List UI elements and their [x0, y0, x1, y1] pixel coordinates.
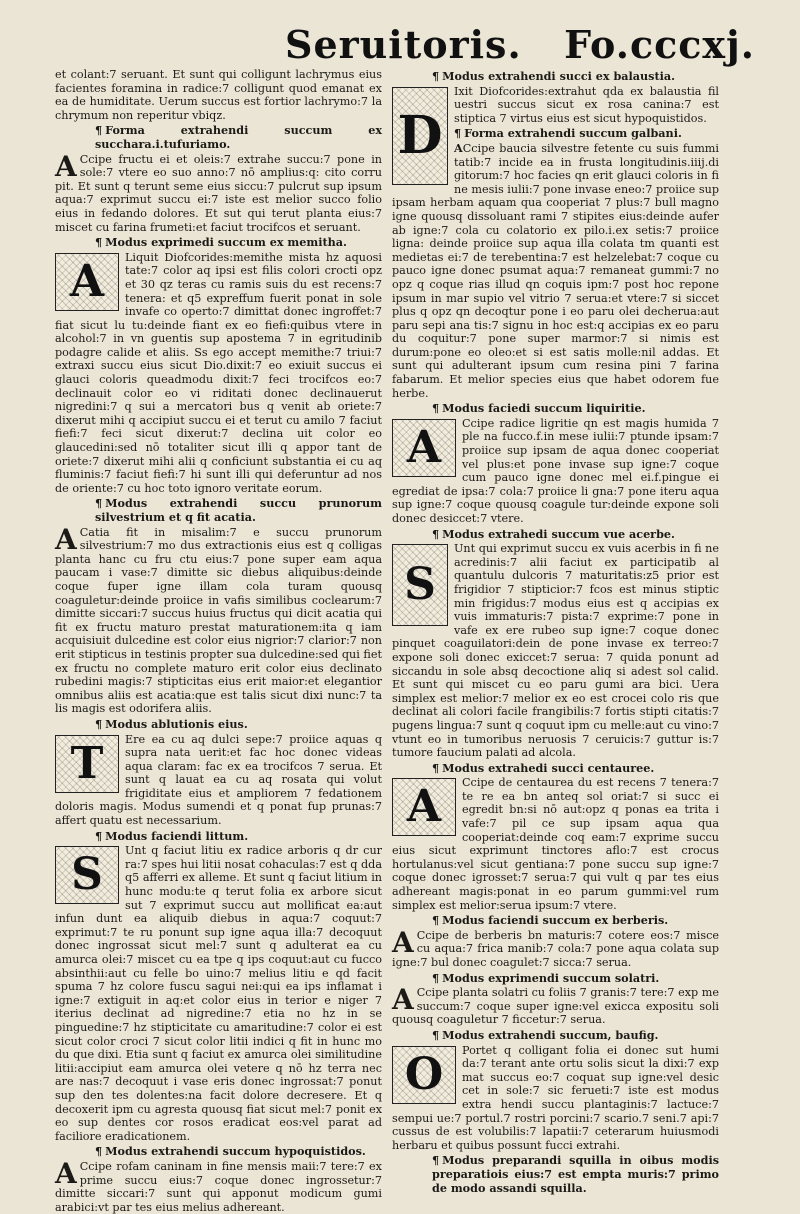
pilcrow-icon: ¶: [432, 760, 440, 775]
section-paragraph: A Ccipe de berberis bn maturis:7 cotere eos:7 misce cu aqua:7 frica manib:7 cola:7 pone aqua colata sup igne:7 bul donec coagulet:7 sicca:7 serua.: [392, 925, 719, 969]
section-heading: ¶ Modus faciendi littum.: [95, 828, 249, 843]
running-head: [55, 22, 760, 72]
section-paragraph: D Ixit Diofcorides:extrahut qda ex balaustia fil uestri succus sicut ex rosa canina:7 est stiptica 7 virtus eius est sicut hypoquistidos.: [392, 85, 719, 126]
lombard-initial: A: [55, 149, 77, 183]
section-paragraph: T Ere ea cu aq dulci sepe:7 proiice aquas q supra nata uerit:et fac hoc donec videas aqua claram: fac ex ea trocifcos 7 serua. Et sunt q lauat ea cu aq rosata qui volut frigiditate eius et ampliorem 7 fedationem doloris magis. Modus sumendi et q ponat fup prunas:7 affert quatu est necessarium.: [55, 732, 382, 828]
section-heading: ¶ Modus extrahendi succi ex balaustia.: [432, 69, 676, 83]
section-heading: ¶ Modus ablutionis eius.: [95, 716, 248, 731]
section-heading: ¶ Forma extrahendi succum galbani.: [454, 126, 682, 141]
lombard-initial: A: [55, 522, 77, 556]
section-heading: ¶ Modus extrahedi succum vue acerbe.: [432, 526, 675, 541]
pilcrow-icon: ¶: [95, 828, 103, 843]
section-heading: ¶ Modus faciedi succum liquiritie.: [432, 401, 646, 416]
section-heading: ¶ Modus preparandi squilla in oibus modis preparatiois eius:7 est empta muris:7 primo de modo assandi squilla.: [432, 1153, 719, 1195]
pilcrow-icon: ¶: [432, 913, 440, 928]
section-heading: ¶ Modus extrahendi succum, baufig.: [432, 1027, 659, 1042]
pilcrow-icon: ¶: [432, 401, 440, 416]
decorated-initial: T: [55, 735, 119, 793]
pilcrow-icon: ¶: [432, 526, 440, 541]
section-paragraph: A Ccipe radice ligritie qn est magis humida 7 ple na fucco.f.in mese iulii:7 ptunde ipsam:7 proiice sup ipsam de aqua donec cooperiat vel plus:et pone invase sup igne:7 coque cum pauco igne donec mel ei.f.pingue ei egrediat de ipsa:7 cola:7 proiice li gna:7 pone iteru aqua sup igne:7 coque quousq coagule tur:deinde expone soli donec desiccet:7 vtere.: [392, 416, 719, 525]
decorated-initial: A: [392, 419, 456, 477]
section-paragraph: O Portet q colligant folia ei donec sut humi da:7 terant ante ortu solis sicut la dixi:7 exp mat succus eo:7 coquat sup igne:vel desic cet in sole:7 sic ferueti:7 iste est modus extra hendi succu plantaginis:7 lactuce:7 sempui ue:7 portul.7 rostri porcini:7 scario.7 seni.7 api:7 cussus de est volubilis:7 lapatii:7 ceterarum huiusmodi herbaru et quibus possunt fucci extrahi.: [392, 1043, 719, 1152]
section-heading: ¶ Modus extrahendi succum hypoquistidos.: [95, 1144, 366, 1159]
decorated-initial-spacer: A: [454, 140, 463, 155]
pilcrow-icon: ¶: [95, 123, 103, 138]
section-paragraph: A Liquit Diofcorides:memithe mista hz aquosi tate:7 color aq ipsi est filis colori crocti opz et 30 qz teras cu ramis suis du est recens:7 tenera: et q5 expreffum fuerit ponat in sole invafe co operto:7 dimittat donec ingroffet:7 fiat sicut lu tu:deinde fiant ex eo fiefi:quibus vtere in alcohol:7 in vn guentis sup apostema 7 in egritudinib podagre calide et aliis. Ss ego accept memithe:7 triui:7 extraxi succu eius sicut Dio.dixit:7 eo exiuit succus ei glauci coloris queadmodu dixit:7 feci trocifcos eo:7 declinauit color eo vi riditati donec declinauerut nigredini:7 q sui a mercatori bus q venit ab oriete:7 dixerut mihi q accipiut succu ei et terut cu amilo 7 faciut fiefi:7 feci sicut dixerut:7 declina uit color eo glaucedini:sed nō totaliter sicut illi q appor tant de oriete:7 dixerut mihi alii q conficiunt substantia ei cu aq fluminis:7 faciut fiefi:7 hi sunt illi qui deferuntur ad nos de oriente:7 cu hoc toto ignoro veritate eorum.: [55, 250, 382, 495]
decorated-initial: D: [392, 87, 448, 185]
decorated-initial: A: [55, 253, 119, 311]
right-column: [392, 68, 719, 1195]
pilcrow-icon: ¶: [95, 1144, 103, 1159]
pilcrow-icon: ¶: [432, 970, 440, 985]
lombard-initial: A: [392, 983, 414, 1017]
left-column: [55, 68, 382, 1214]
section-heading: ¶ Modus extrahedi succi centauree.: [432, 760, 655, 775]
pilcrow-icon: ¶: [95, 716, 103, 731]
section-paragraph: S Unt qui exprimut succu ex vuis acerbis in fi ne acredinis:7 alii faciut ex participatib al quantulu dulcoris 7 maturitatis:z5 prior est frigidior 7 stipticior:7 fcos est minus stiptic min frigidus:7 modus eius est q accipias ex vuis immaturis:7 pista:7 exprime:7 pone in vafe ex ere rubeo sup igne:7 coque donec pinquet coaguilatori:dein de pone invase ex terreo:7 expone soli donec exiccet:7 serua: 7 quida ponunt ad siccandu in sole absq decoctione aliq si adest sol calid. Et sunt qui miscet cu eo paru gumi ara bici. Uera simplex est melior:7 melior ex eo est crocei colo ris que declinat ali colori facile frangibilis:7 fortis stipti citatis:7 pugens lingua:7 sunt q coquut ipm cu melle:aut cu vino:7 vtunt eo in tumoribus neruosis 7 ceruicis:7 guttur is:7 tumore faucium palati ad alcola.: [392, 542, 719, 760]
opening-paragraph: et colant:7 seruant. Et sunt qui colligunt lachrymus eius facientes foramina in radice:7 colligunt quod emanat ex ea de humiditate. Uerum succus est fortior lachrymo:7 la chrymum non reperitur vbiqz.: [55, 68, 382, 122]
running-title: Seruitoris.: [285, 22, 522, 67]
section-heading: ¶ Modus exprimedi succum ex memitha.: [95, 235, 347, 250]
pilcrow-icon: ¶: [454, 126, 462, 141]
folio-number: Fo.cccxj.: [564, 22, 755, 67]
section-paragraph: A Ccipe rofam caninam in fine mensis maii:7 tere:7 ex prime succu eius:7 coque donec ingrossetur:7 dimitte siccari:7 sunt qui apponut modicum gumi arabici:vt par tes eius melius adhereant.: [55, 1156, 382, 1214]
section-paragraph: A Ccipe de centaurea du est recens 7 tenera:7 te re ea bn anteq sol oriat:7 si succ ei egredit bn:si nō aut:opz q ponas ea trita i vafe:7 pil ce sup ipsam aqua qua cooperiat:deinde coq eam:7 exprime succu eius sicut exprimunt tinctores aflo:7 est crocus hortulanus:vel sicut gentiana:7 pone succu sup igne:7 coque donec igrosset:7 serua:7 qui vult q par tes eius adhereant magis:ponat in eo parum gummi:vel rum simplex est melior:serua ipsum:7 vtere.: [392, 776, 719, 912]
section-paragraph: A Catia fit in misalim:7 e succu prunorum silvestrium:7 mo dus extractionis eius est q colligas planta hanc cu fru ctu eius:7 pone super eam aqua paucam i vase:7 dimitte sic diebus aliquibus:deinde coque fuper igne illam cola turam quousq coaguletur:deinde proiice in vafis similibus coclearum:7 dimitte siccari:7 succus huius fructus qui dicit acatia qui fit ex fructu maturo prestat maturationem:ita q iam acquisiuit dulcedine est color eius nigrior:7 clarior:7 non erit stipticus in testinis propter sua dulcedine:sed qui fiet ex fructu no complete maturo erit color eius declinato rubedini magis:7 stipticitas eius erit maior:et elegantior omnibus aliis est acatia:que est talis sicut dixi nunc:7 ta lis magis est odorifera aliis.: [55, 522, 382, 716]
decorated-initial: A: [392, 778, 456, 836]
decorated-initial: S: [392, 544, 448, 626]
decorated-initial: O: [392, 1046, 456, 1104]
pilcrow-icon: ¶: [95, 496, 103, 511]
section-heading: ¶ Modus extrahendi succu prunorum silvestrium et q fit acatia.: [95, 496, 382, 524]
section-paragraph: A Ccipe fructu ei et oleis:7 extrahe succu:7 pone in sole:7 vtere eo suo anno:7 nō amplius:q: cito corru pit. Et sunt q terunt seme eius siccu:7 pulcrut sup ipsum aqua:7 exprimut succu ei:7 iste est melior succo folio eius in fedando dolores. Et sut qui terut planta eius:7 miscet cu farina frumeti:et faciut trocifcos et seruant.: [55, 149, 382, 234]
section-heading: ¶ Forma extrahendi succum ex succhara.i.tufuriamo.: [95, 123, 382, 151]
pilcrow-icon: ¶: [432, 1153, 440, 1168]
lombard-initial: A: [55, 1156, 77, 1190]
pilcrow-icon: ¶: [432, 1027, 440, 1042]
lombard-initial: A: [392, 925, 414, 959]
section-paragraph: S Unt q faciut litiu ex radice arboris q dr cur ra:7 spes hui litii nosat cohaculas:7 est q dda q5 afferri ex alleme. Et sunt q faciut litium in hunc modu:te q terut folia ex arbore sicut sut 7 exprimut succu aut mollificat ea:aut infun dunt ea aliquib diebus in aqua:7 coquut:7 exprimut:7 te ru ponunt sup igne aqua illa:7 decoquut donec ingrossat sicut mel:7 sunt q adulterat ea cu amurca olei:7 miscet cu ea tpe q ips coquut:aut cu fucco absinthii:aut cu felle bo uino:7 melius litiu e qd facit spuma 7 hz colore fuscu sagui nei:qui ea ips inflamat i igne:7 extiguit in aq:et color eius in terior e niger 7 iterius declinat ad nigredine:7 etia no hz in se pinguedine:7 hz stipticitate cu amaritudine:7 color ei est sicut color croci 7 sicut color litii indici q fit in hunc mo du que dixi. Etia sunt q faciut ex amurca olei similitudine litii:accipiut eam amurca olei vetere q nō hz terra nec are nas:7 decoquut i vase eris donec ingrossat:7 ponut sup den tes dolentes:na facit dolore decresere. Et q decoxerit ipm cu agresta quousq fiat sicut mel:7 ponit ex eo sup dentes cor rosos eradicat eos:vel parat ad faciliore eradicationem.: [55, 844, 382, 1143]
section-paragraph: ACcipe baucia silvestre fetente cu suis fummi tatib:7 incide ea in frusta longitudinis.iiij.di gitorum:7 hoc facies qn erit glauci coloris in fi ne mesis iulii:7 pone invase eneo:7 proiice sup ipsam herbam aquam qua cooperiat 7 plus:7 bull magno igne quousq dissoluant rami 7 stipites eius:deinde aufer ab igne:7 cola cu colatorio ex pilo.i.ex setis:7 proiice ligna: deinde proiice sup aqua illa colata tm quanti est medietas ei:7 de terebentina:7 est helzelebat:7 coque cu pauco igne donec psumat aqua:7 remaneat gummi:7 no opz q coque rias illud qn coquis ipm:7 post hoc repone ipsum in mar supio vel vitrio 7 serua:et vtere:7 si siccet plus q opz qn decoqtur pone i eo paru olei decherua:aut paru sepi ana tis:7 signu in hoc est:q accipias ex eo paru du coquitur:7 pone super marmor:7 si nimis est durum:pone eo oleo:et si est satis molle:nil addas. Et sunt qui adulterant ipsum cum resina pini 7 farina fabarum. Et melior species eius que habet odorem fue herbe.: [392, 140, 719, 400]
section-paragraph: A Ccipe planta solatri cu foliis 7 granis:7 tere:7 exp me succum:7 coque super igne:vel exicca expositu soli quousq coaguletur 7 ficcetur:7 serua.: [392, 983, 719, 1027]
section-heading: ¶ Modus faciendi succum ex berberis.: [432, 913, 669, 928]
pilcrow-icon: ¶: [432, 69, 440, 83]
pilcrow-icon: ¶: [95, 235, 103, 250]
decorated-initial: S: [55, 846, 119, 904]
section-heading: ¶ Modus exprimendi succum solatri.: [432, 970, 660, 985]
